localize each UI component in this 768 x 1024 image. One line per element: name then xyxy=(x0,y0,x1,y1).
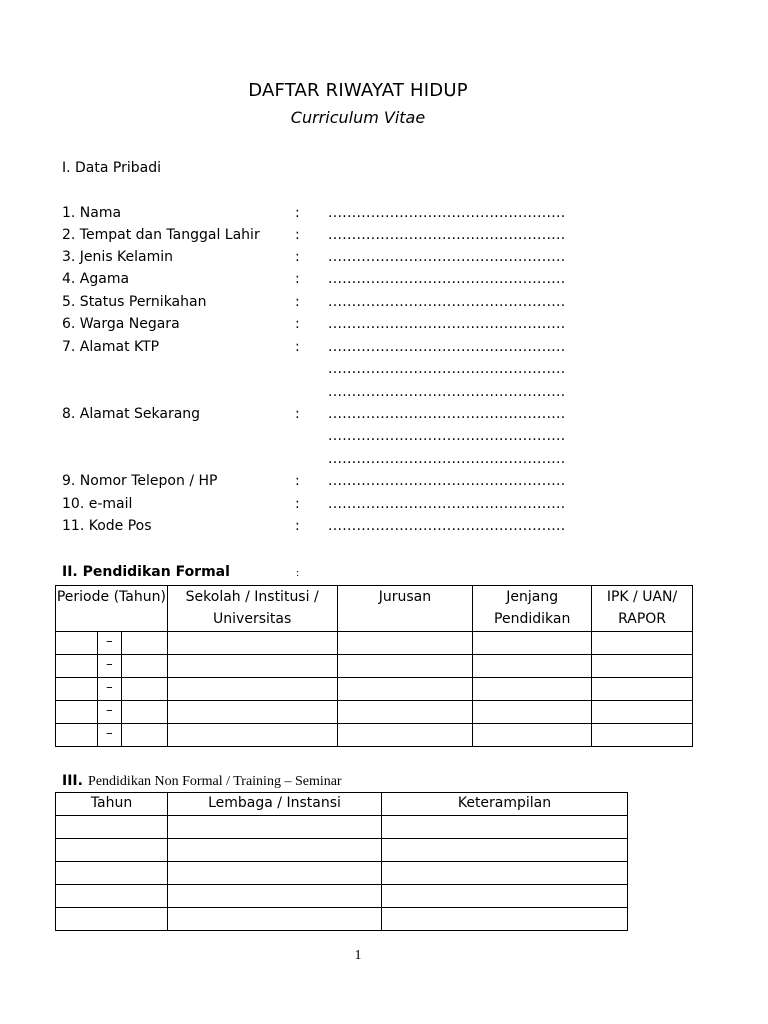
table-cell[interactable] xyxy=(168,885,382,908)
field-label: 1. Nama xyxy=(62,205,122,221)
field-colon: : xyxy=(295,518,300,534)
field-fill-line[interactable]: .................................................. xyxy=(328,518,566,534)
header-keterampilan: Keterampilan xyxy=(382,793,628,816)
field-label: 8. Alamat Sekarang xyxy=(62,406,201,422)
table-cell[interactable] xyxy=(121,632,167,655)
header-jenjang: Jenjang Pendidikan xyxy=(473,586,592,632)
header-periode: Periode (Tahun) xyxy=(56,586,168,632)
table-cell[interactable] xyxy=(168,908,382,931)
field-fill-line[interactable]: .................................................. xyxy=(328,406,566,422)
table-cell[interactable] xyxy=(56,885,168,908)
field-colon: : xyxy=(295,406,300,422)
table-cell[interactable] xyxy=(473,632,592,655)
table-cell[interactable] xyxy=(56,862,168,885)
field-fill-line[interactable]: .................................................. xyxy=(328,339,566,355)
table-row xyxy=(56,839,628,862)
table-row xyxy=(56,701,693,724)
field-label: 2. Tempat dan Tanggal Lahir xyxy=(62,227,260,243)
table-cell[interactable] xyxy=(473,678,592,701)
field-colon: : xyxy=(295,249,300,265)
page-number: 1 xyxy=(354,948,362,963)
table-cell[interactable] xyxy=(56,701,98,724)
table-cell[interactable] xyxy=(56,839,168,862)
header-ipk: IPK / UAN/ RAPOR xyxy=(592,586,693,632)
table-cell[interactable] xyxy=(382,816,628,839)
table-cell[interactable] xyxy=(382,885,628,908)
table-cell[interactable] xyxy=(382,908,628,931)
header-sekolah: Sekolah / Institusi / Universitas xyxy=(167,586,337,632)
table-cell[interactable] xyxy=(337,724,473,747)
table-cell[interactable] xyxy=(592,632,693,655)
table-cell[interactable] xyxy=(592,724,693,747)
table-cell[interactable] xyxy=(337,655,473,678)
table-cell[interactable] xyxy=(592,701,693,724)
field-fill-line-continued[interactable]: .................................................. xyxy=(328,451,566,467)
table-row xyxy=(56,724,693,747)
header-jurusan: Jurusan xyxy=(337,586,473,632)
table-cell[interactable] xyxy=(167,632,337,655)
table-cell[interactable] xyxy=(382,862,628,885)
table-cell[interactable] xyxy=(121,701,167,724)
document-subtitle: Curriculum Vitae xyxy=(290,108,426,127)
field-label: 3. Jenis Kelamin xyxy=(62,249,174,265)
section-nonformal-number: III. xyxy=(62,773,83,789)
table-row xyxy=(56,862,628,885)
table-cell[interactable] xyxy=(337,701,473,724)
table-cell[interactable] xyxy=(168,816,382,839)
table-cell[interactable] xyxy=(473,724,592,747)
field-label: 11. Kode Pos xyxy=(62,518,152,534)
table-row xyxy=(56,655,693,678)
header-lembaga: Lembaga / Instansi xyxy=(168,793,382,816)
table-cell[interactable] xyxy=(121,724,167,747)
field-fill-line-continued[interactable]: .................................................. xyxy=(328,428,566,444)
section-formal-education-heading: II. Pendidikan Formal xyxy=(62,564,230,580)
field-fill-line[interactable]: .................................................. xyxy=(328,227,566,243)
nonformal-education-table xyxy=(55,792,628,931)
period-dash-cell[interactable]: – xyxy=(97,655,121,678)
table-cell[interactable] xyxy=(473,655,592,678)
table-cell[interactable] xyxy=(167,701,337,724)
field-label: 10. e-mail xyxy=(62,496,133,512)
field-label: 5. Status Pernikahan xyxy=(62,294,207,310)
field-label: 6. Warga Negara xyxy=(62,316,180,332)
field-fill-line[interactable]: .................................................. xyxy=(328,205,566,221)
field-colon: : xyxy=(295,227,300,243)
field-colon: : xyxy=(295,316,300,332)
field-colon: : xyxy=(295,339,300,355)
table-cell[interactable] xyxy=(56,655,98,678)
field-fill-line-continued[interactable]: .................................................. xyxy=(328,384,566,400)
document-title: DAFTAR RIWAYAT HIDUP xyxy=(248,80,468,101)
field-colon: : xyxy=(295,473,300,489)
period-dash-cell[interactable]: – xyxy=(97,724,121,747)
field-colon: : xyxy=(295,205,300,221)
field-label: 7. Alamat KTP xyxy=(62,339,160,355)
table-row xyxy=(56,678,693,701)
table-cell[interactable] xyxy=(121,678,167,701)
period-dash-cell[interactable]: – xyxy=(97,632,121,655)
field-colon: : xyxy=(295,496,300,512)
field-label: 4. Agama xyxy=(62,271,130,287)
field-fill-line[interactable]: .................................................. xyxy=(328,249,566,265)
table-cell[interactable] xyxy=(167,655,337,678)
field-colon: : xyxy=(295,294,300,310)
section-nonformal-education-heading xyxy=(62,770,342,790)
header-tahun: Tahun xyxy=(56,793,168,816)
table-cell[interactable] xyxy=(167,724,337,747)
section-formal-education-colon: : xyxy=(296,568,300,579)
table-cell[interactable] xyxy=(592,655,693,678)
table-cell[interactable] xyxy=(56,632,98,655)
field-fill-line[interactable]: .................................................. xyxy=(328,294,566,310)
table-cell[interactable] xyxy=(473,701,592,724)
table-cell[interactable] xyxy=(168,862,382,885)
table-row xyxy=(56,816,628,839)
table-row xyxy=(56,632,693,655)
field-fill-line[interactable]: .................................................. xyxy=(328,473,566,489)
table-cell[interactable] xyxy=(167,678,337,701)
table-cell[interactable] xyxy=(337,632,473,655)
table-cell[interactable] xyxy=(56,816,168,839)
field-colon: : xyxy=(295,271,300,287)
period-dash-cell[interactable]: – xyxy=(97,701,121,724)
field-fill-line[interactable]: .................................................. xyxy=(328,316,566,332)
table-row xyxy=(56,908,628,931)
formal-education-table xyxy=(55,585,693,747)
table-cell[interactable] xyxy=(56,724,98,747)
table-cell[interactable] xyxy=(382,839,628,862)
table-row xyxy=(56,885,628,908)
field-fill-line-continued[interactable]: .................................................. xyxy=(328,361,566,377)
period-dash-cell[interactable]: – xyxy=(97,678,121,701)
section-personal-data-heading: I. Data Pribadi xyxy=(62,160,161,176)
table-cell[interactable] xyxy=(337,678,473,701)
table-cell[interactable] xyxy=(56,908,168,931)
section-nonformal-title: Pendidikan Non Formal / Training – Seminar xyxy=(88,774,342,789)
table-cell[interactable] xyxy=(121,655,167,678)
field-label: 9. Nomor Telepon / HP xyxy=(62,473,218,489)
field-fill-line[interactable]: .................................................. xyxy=(328,271,566,287)
field-fill-line[interactable]: .................................................. xyxy=(328,496,566,512)
table-cell[interactable] xyxy=(592,678,693,701)
table-cell[interactable] xyxy=(56,678,98,701)
table-cell[interactable] xyxy=(168,839,382,862)
